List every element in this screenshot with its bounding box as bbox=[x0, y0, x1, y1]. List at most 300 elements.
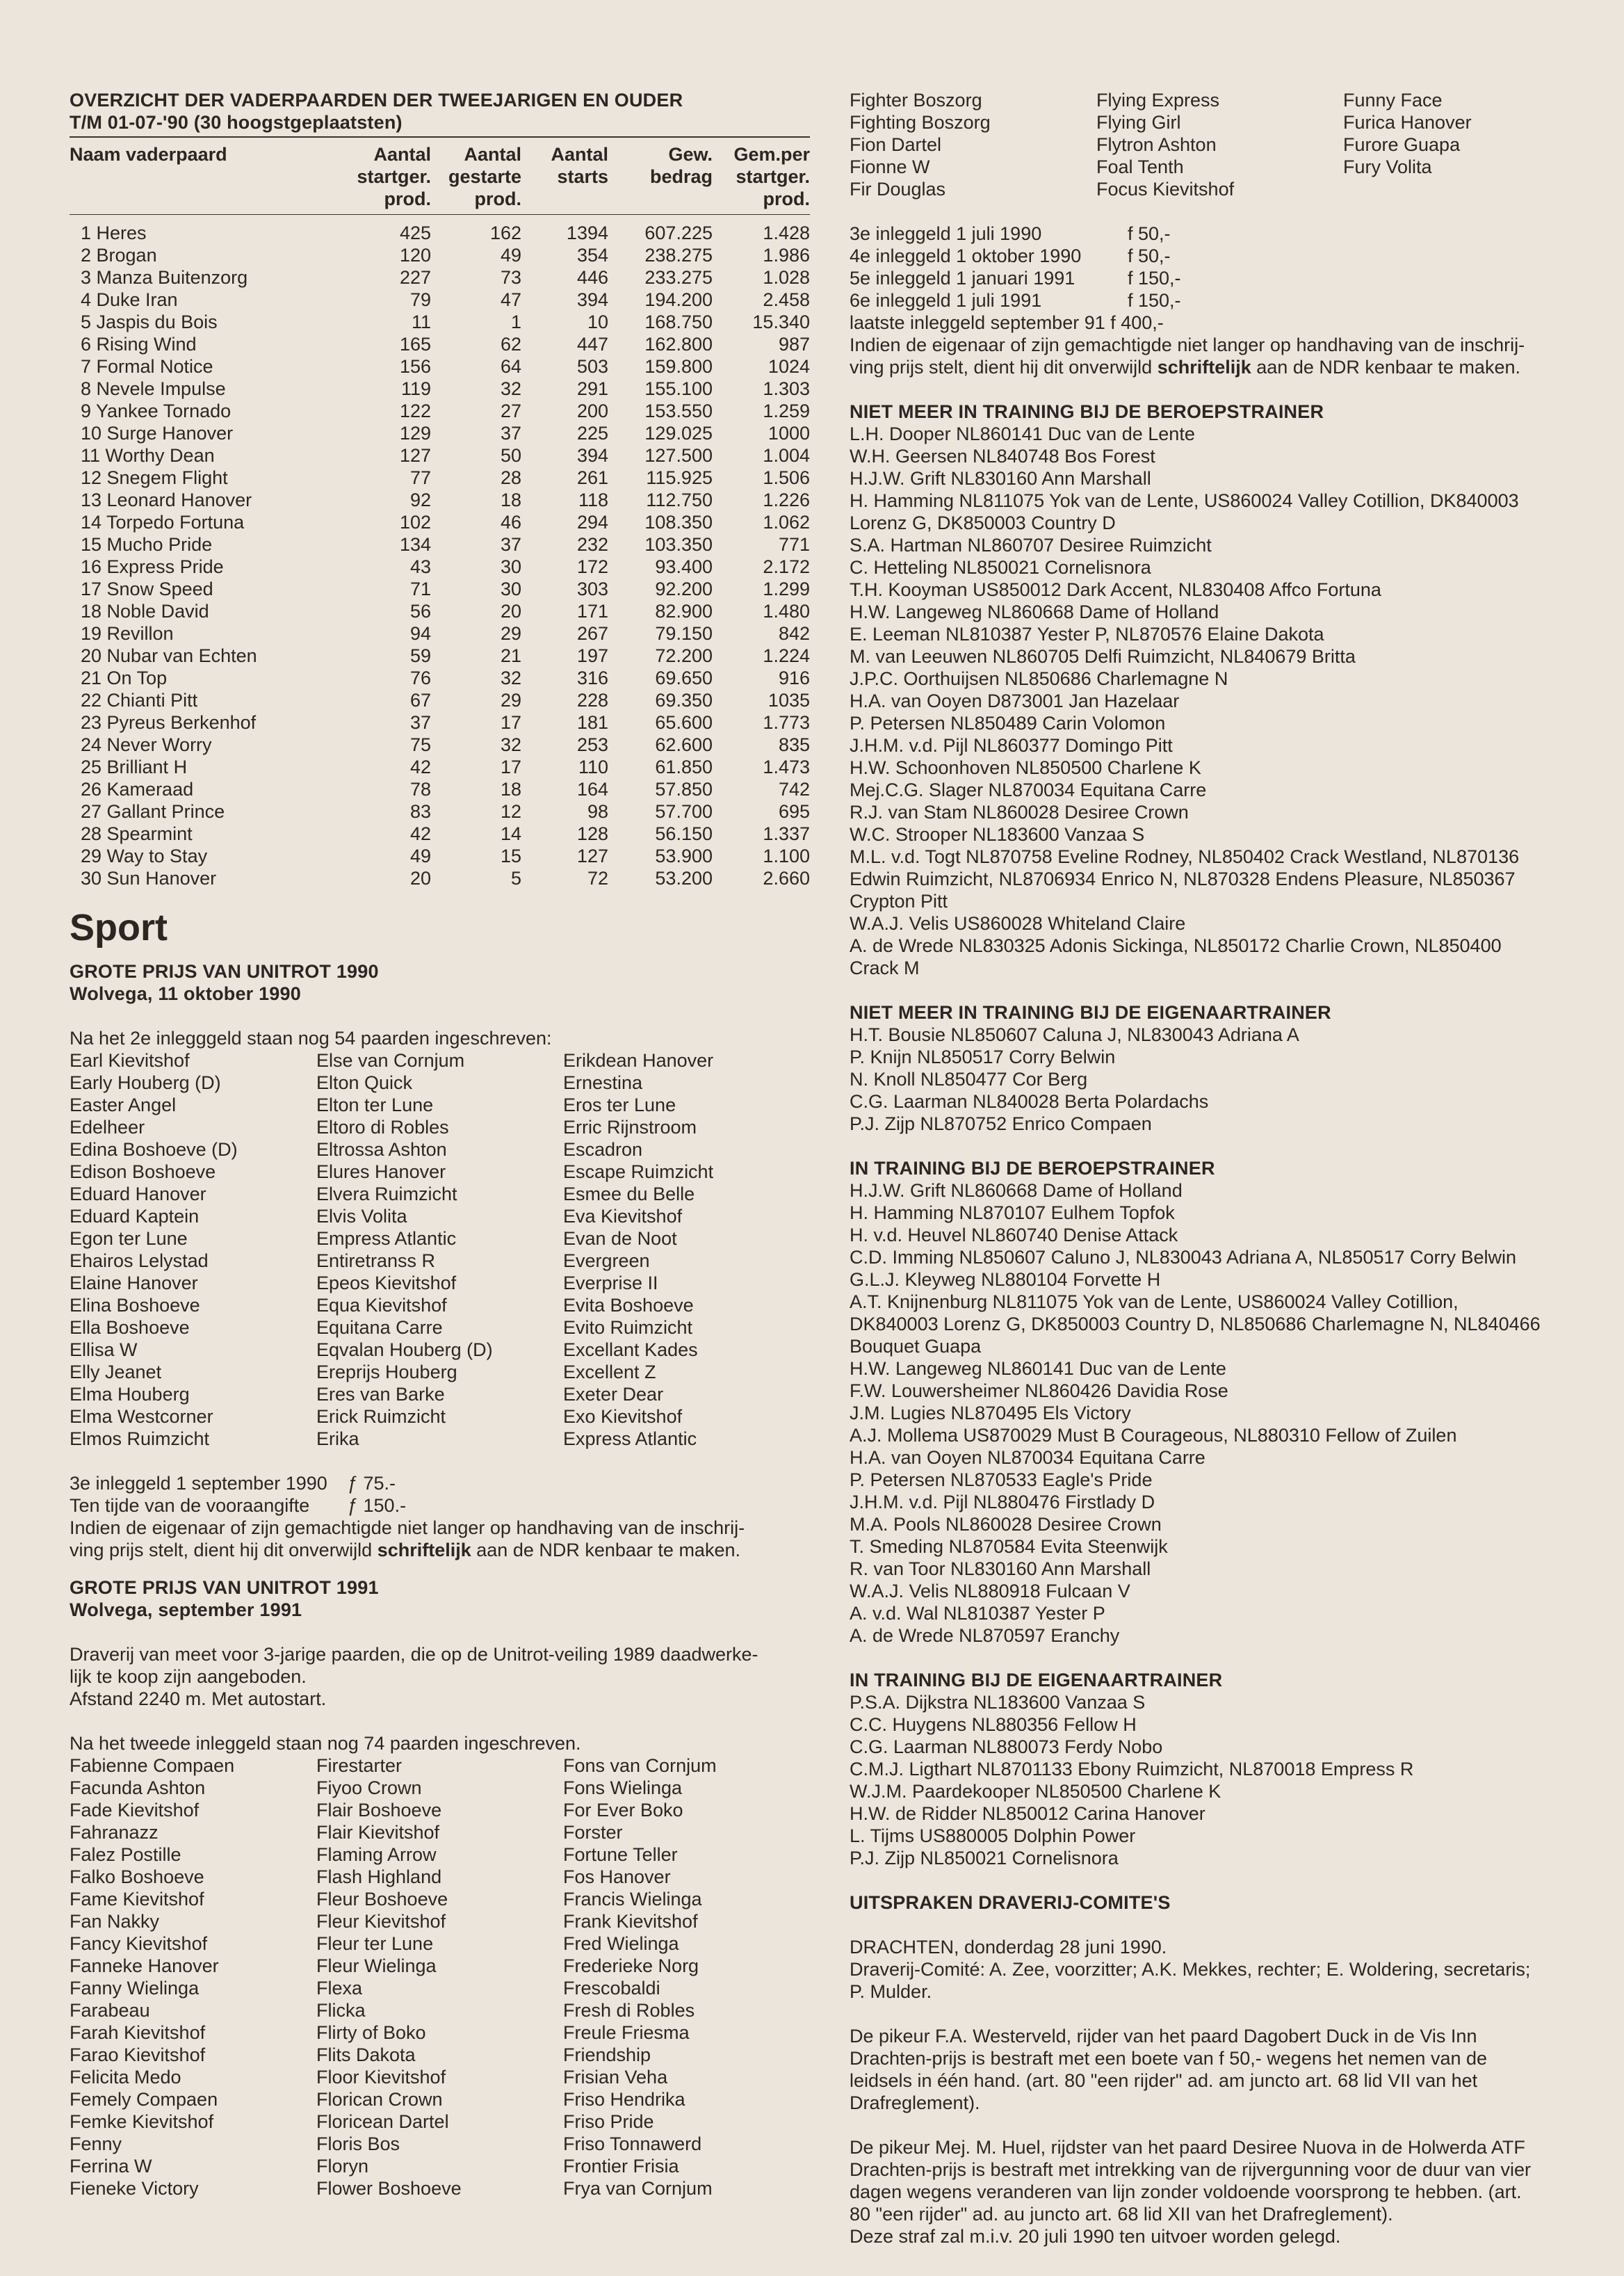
sire-name-cell: 28 Spearmint bbox=[81, 823, 193, 844]
overview-title-line2: T/M 01-07-'90 (30 hoogstgeplaatsten) bbox=[70, 112, 403, 133]
list-item: H.W. Langeweg NL860141 Duc van de Lente bbox=[850, 1358, 1226, 1379]
list-item: H. Hamming NL811075 Yok van de Lente, US860024 Valley Cotillion, DK840003 bbox=[850, 490, 1519, 511]
list-item: H.J.W. Grift NL860668 Dame of Holland bbox=[850, 1180, 1183, 1201]
list-item: Elton Quick bbox=[316, 1072, 413, 1093]
stat-cell: 57.700 bbox=[655, 801, 713, 822]
stat-cell: 225 bbox=[576, 423, 608, 444]
list-item: A. de Wrede NL830325 Adonis Sickinga, NL850172 Charlie Crown, NL850400 bbox=[850, 935, 1502, 956]
sire-name-cell: 20 Nubar van Echten bbox=[81, 645, 257, 666]
table-row bbox=[70, 355, 810, 378]
list-item: Elvis Volita bbox=[316, 1206, 407, 1227]
list-item: Lorenz G, DK850003 Country D bbox=[850, 512, 1116, 533]
list-item: Escadron bbox=[563, 1139, 643, 1160]
stat-cell: 253 bbox=[576, 734, 608, 755]
list-item: Fons van Cornjum bbox=[563, 1755, 717, 1776]
stat-cell: 37 bbox=[500, 423, 521, 444]
list-item: W.J.M. Paardekooper NL850500 Charlene K bbox=[850, 1781, 1221, 1802]
horse-list-column bbox=[70, 1754, 316, 2200]
list-item: Elures Hanover bbox=[316, 1161, 446, 1182]
list-item: Francis Wielinga bbox=[563, 1889, 702, 1910]
list-item: Frederieke Norg bbox=[563, 1955, 699, 1976]
stat-cell: 164 bbox=[576, 779, 608, 800]
stat-cell: 62 bbox=[500, 334, 521, 355]
list-item: A.T. Knijnenburg NL811075 Yok van de Lente, US860024 Valley Cotillion, bbox=[850, 1291, 1459, 1312]
stat-cell: 1000 bbox=[768, 423, 810, 444]
sire-name-cell: 5 Jaspis du Bois bbox=[81, 312, 218, 332]
list-item: C.M.J. Ligthart NL8701133 Ebony Ruimzicht, NL870018 Empress R bbox=[850, 1759, 1414, 1779]
table-row bbox=[70, 778, 810, 800]
list-item: Earl Kievitshof bbox=[70, 1050, 190, 1071]
stat-cell: 10 bbox=[587, 312, 608, 332]
list-item: Equitana Carre bbox=[316, 1317, 443, 1338]
sire-name-cell: 6 Rising Wind bbox=[81, 334, 197, 355]
fee-row bbox=[850, 267, 1590, 289]
stat-cell: 49 bbox=[409, 846, 431, 866]
table-row bbox=[70, 600, 810, 622]
sire-name-cell: 16 Express Pride bbox=[81, 556, 224, 577]
stat-cell: 987 bbox=[778, 334, 810, 355]
gp1990-title: GROTE PRIJS VAN UNITROT 1990 bbox=[70, 961, 379, 982]
list-item: Floricean Dartel bbox=[316, 2111, 449, 2132]
list-item: Floryn bbox=[316, 2156, 369, 2177]
list-item: Floris Bos bbox=[316, 2133, 400, 2154]
stat-cell: 5 bbox=[510, 868, 521, 889]
list-item: J.M. Lugies NL870495 Els Victory bbox=[850, 1403, 1131, 1423]
stat-cell: 1.773 bbox=[763, 712, 810, 733]
list-item: P.J. Zijp NL850021 Cornelisnora bbox=[850, 1848, 1119, 1869]
table-row bbox=[70, 622, 810, 645]
sire-name-cell: 21 On Top bbox=[81, 668, 168, 688]
stat-cell: 127 bbox=[399, 445, 431, 466]
list-item: Furica Hanover bbox=[1343, 112, 1472, 133]
list-item: Fiyoo Crown bbox=[316, 1777, 422, 1798]
list-item: Easter Angel bbox=[70, 1095, 177, 1115]
list-item: Crack M bbox=[850, 958, 920, 978]
stat-cell: 1.473 bbox=[763, 757, 810, 777]
gp1990-note-line2: ving prijs stelt, dient hij dit onverwijld schriftelijk aan de NDR kenbaar te maken. bbox=[70, 1540, 740, 1560]
sire-name-cell: 30 Sun Hanover bbox=[81, 868, 217, 889]
stat-cell: 303 bbox=[576, 579, 608, 599]
gp1991-horse-list bbox=[70, 1754, 810, 2200]
text-line: De pikeur F.A. Westerveld, rijder van het paard Dagobert Duck in de Vis Inn bbox=[850, 2026, 1477, 2047]
stat-cell: 47 bbox=[500, 289, 521, 310]
sire-name-cell: 2 Brogan bbox=[81, 245, 157, 266]
stat-cell: 1.986 bbox=[763, 245, 810, 266]
list-item: Floor Kievitshof bbox=[316, 2067, 446, 2088]
stat-cell: 155.100 bbox=[644, 378, 713, 399]
fee-value: f 50,- bbox=[1128, 245, 1171, 266]
list-item: Fleur Boshoeve bbox=[316, 1889, 448, 1910]
stat-cell: 115.925 bbox=[646, 467, 713, 488]
stat-cell: 1.299 bbox=[763, 579, 810, 599]
stat-cell: 228 bbox=[576, 690, 608, 711]
table-header-row bbox=[70, 143, 810, 210]
list-item: Eres van Barke bbox=[316, 1384, 445, 1405]
list-item: S.A. Hartman NL860707 Desiree Ruimzicht bbox=[850, 535, 1212, 556]
stat-cell: 1035 bbox=[768, 690, 810, 711]
table-row bbox=[70, 222, 810, 244]
stat-cell: 73 bbox=[500, 267, 521, 288]
list-item: Edison Boshoeve bbox=[70, 1161, 216, 1182]
list-item: Fresh di Robles bbox=[563, 2000, 695, 2021]
list-item: Fan Nakky bbox=[70, 1911, 160, 1932]
list-item: Flexa bbox=[316, 1978, 363, 1999]
stat-cell: 2.458 bbox=[763, 289, 810, 310]
list-item: Fighting Boszorg bbox=[850, 112, 991, 133]
list-item: Esmee du Belle bbox=[563, 1184, 695, 1204]
text-line: Drafreglement). bbox=[850, 2092, 980, 2113]
list-item: Flair Kievitshof bbox=[316, 1822, 440, 1843]
divider bbox=[70, 214, 810, 215]
fee-row bbox=[850, 223, 1590, 245]
list-item: Elaine Hanover bbox=[70, 1273, 198, 1293]
overview-title-line1: OVERZICHT DER VADERPAARDEN DER TWEEJARIGEN EN OUDER bbox=[70, 90, 683, 111]
list-item: Fieneke Victory bbox=[70, 2178, 199, 2199]
list-item: Excellant Kades bbox=[563, 1339, 698, 1360]
gp1991-intro: Na het tweede inleggeld staan nog 74 paarden ingeschreven. bbox=[70, 1733, 581, 1754]
list-item: Exo Kievitshof bbox=[563, 1406, 683, 1427]
list-item: Fancy Kievitshof bbox=[70, 1933, 208, 1954]
list-item: Erick Ruimzicht bbox=[316, 1406, 446, 1427]
stat-cell: 29 bbox=[500, 623, 521, 644]
horse-list-column bbox=[316, 1049, 563, 1450]
stat-cell: 102 bbox=[399, 512, 431, 533]
list-item: H.W. Schoonhoven NL850500 Charlene K bbox=[850, 757, 1201, 778]
stat-cell: 92 bbox=[409, 490, 431, 510]
fee-row bbox=[850, 289, 1590, 312]
list-item: H.J.W. Grift NL830160 Ann Marshall bbox=[850, 468, 1151, 489]
stat-cell: 29 bbox=[500, 690, 521, 711]
list-item: Bouquet Guapa bbox=[850, 1336, 982, 1357]
gp1990-intro: Na het 2e inlegggeld staan nog 54 paarden ingeschreven: bbox=[70, 1028, 552, 1049]
gp1990-note-line1: Indien de eigenaar of zijn gemachtigde niet langer op handhaving van de inschrij- bbox=[70, 1517, 745, 1538]
list-item: Everprise II bbox=[563, 1273, 658, 1293]
stat-cell: 20 bbox=[500, 601, 521, 622]
stat-cell: 53.200 bbox=[655, 868, 713, 889]
list-item: Escape Ruimzicht bbox=[563, 1161, 714, 1182]
list-item: Friso Tonnawerd bbox=[563, 2133, 702, 2154]
stat-cell: 93.400 bbox=[655, 556, 713, 577]
table-row bbox=[70, 511, 810, 533]
list-item: Foal Tenth bbox=[1096, 156, 1184, 177]
stat-cell: 77 bbox=[409, 467, 431, 488]
ruling-paragraph bbox=[850, 2136, 1590, 2247]
stat-cell: 94 bbox=[409, 623, 431, 644]
stat-cell: 56.150 bbox=[655, 823, 713, 844]
list-item: Elvera Ruimzicht bbox=[316, 1184, 457, 1204]
stat-cell: 607.225 bbox=[644, 223, 713, 243]
stat-cell: 32 bbox=[500, 734, 521, 755]
col-header-bedrag: Gew. bedrag bbox=[649, 144, 713, 187]
table-row bbox=[70, 578, 810, 600]
stat-cell: 200 bbox=[576, 401, 608, 421]
gp1991-note-line2: ving prijs stelt, dient hij dit onverwijld schriftelijk aan de NDR kenbaar te maken. bbox=[850, 357, 1520, 378]
list-item: P. Knijn NL850517 Corry Belwin bbox=[850, 1047, 1116, 1067]
left-column bbox=[70, 89, 810, 2200]
horse-list-column bbox=[850, 89, 1096, 200]
table-row bbox=[70, 489, 810, 511]
list-item: Flytron Ashton bbox=[1096, 134, 1217, 155]
stat-cell: 110 bbox=[578, 757, 608, 777]
sire-name-cell: 12 Snegem Flight bbox=[81, 467, 228, 488]
col-header-gemiddeld: Gem.per startger. prod. bbox=[733, 144, 810, 209]
list-item: E. Leeman NL810387 Yester P, NL870576 Elaine Dakota bbox=[850, 624, 1324, 645]
stat-cell: 92.200 bbox=[655, 579, 713, 599]
sire-name-cell: 17 Snow Speed bbox=[81, 579, 213, 599]
list-item: Flower Boshoeve bbox=[316, 2178, 462, 2199]
stat-cell: 18 bbox=[500, 779, 521, 800]
list-item: Felicita Medo bbox=[70, 2067, 181, 2088]
sire-name-cell: 26 Kameraad bbox=[81, 779, 194, 800]
stat-cell: 181 bbox=[576, 712, 608, 733]
list-item: J.P.C. Oorthuijsen NL850686 Charlemagne N bbox=[850, 668, 1228, 689]
table-row bbox=[70, 533, 810, 556]
list-item: W.A.J. Velis US860028 Whiteland Claire bbox=[850, 913, 1186, 934]
list-item: Frescobaldi bbox=[563, 1978, 660, 1999]
list-item: Excellent Z bbox=[563, 1362, 656, 1382]
gp1991-fee-list bbox=[850, 223, 1590, 312]
stat-cell: 49 bbox=[500, 245, 521, 266]
horse-list-column bbox=[316, 1754, 563, 2200]
stat-cell: 197 bbox=[576, 645, 608, 666]
stat-cell: 118 bbox=[578, 490, 608, 510]
stat-cell: 134 bbox=[399, 534, 431, 555]
list-item: H.W. Langeweg NL860668 Dame of Holland bbox=[850, 602, 1219, 622]
table-row bbox=[70, 333, 810, 355]
stat-cell: 129.025 bbox=[644, 423, 713, 444]
list-item: Eduard Hanover bbox=[70, 1184, 206, 1204]
table-row bbox=[70, 645, 810, 667]
list-item: Flits Dakota bbox=[316, 2044, 416, 2065]
stat-cell: 1.004 bbox=[763, 445, 810, 466]
list-item: Frank Kievitshof bbox=[563, 1911, 698, 1932]
list-item: Frontier Frisia bbox=[563, 2156, 679, 2177]
text-line: 80 "een rijder" ad. au juncto art. 68 lid XII van het Drafreglement). bbox=[850, 2204, 1393, 2225]
list-item: A.J. Mollema US870029 Must B Courageous, NL880310 Fellow of Zuilen bbox=[850, 1425, 1457, 1446]
gp1991-subtitle: Wolvega, september 1991 bbox=[70, 1599, 302, 1620]
table-row bbox=[70, 378, 810, 400]
stat-cell: 127.500 bbox=[644, 445, 713, 466]
stat-cell: 1.028 bbox=[763, 267, 810, 288]
stat-cell: 56 bbox=[409, 601, 431, 622]
list-item: W.H. Geersen NL840748 Bos Forest bbox=[850, 446, 1155, 467]
list-item: J.H.M. v.d. Pijl NL860377 Domingo Pitt bbox=[850, 735, 1173, 756]
list-item: Erikdean Hanover bbox=[563, 1050, 714, 1071]
text-line: De pikeur Mej. M. Huel, rijdster van het paard Desiree Nuova in de Holwerda ATF bbox=[850, 2137, 1525, 2158]
stat-cell: 425 bbox=[399, 223, 431, 243]
stat-cell: 835 bbox=[778, 734, 810, 755]
section-title-sport: Sport bbox=[70, 907, 168, 949]
list-item: T. Smeding NL870584 Evita Steenwijk bbox=[850, 1536, 1168, 1557]
table-row bbox=[70, 422, 810, 444]
list-item: Florican Crown bbox=[316, 2089, 443, 2110]
horse-list-column bbox=[70, 1049, 316, 1450]
horse-list-column bbox=[563, 1754, 810, 2200]
stat-cell: 120 bbox=[399, 245, 431, 266]
table-row bbox=[70, 244, 810, 266]
sire-name-cell: 8 Nevele Impulse bbox=[81, 378, 226, 399]
stat-cell: 695 bbox=[778, 801, 810, 822]
table-row bbox=[70, 289, 810, 311]
section-heading: IN TRAINING BIJ DE BEROEPSTRAINER bbox=[850, 1158, 1215, 1179]
list-item: Evito Ruimzicht bbox=[563, 1317, 693, 1338]
list-item: H.W. de Ridder NL850012 Carina Hanover bbox=[850, 1803, 1205, 1824]
stat-cell: 42 bbox=[409, 823, 431, 844]
stat-cell: 771 bbox=[778, 534, 810, 555]
list-item: Fionne W bbox=[850, 156, 930, 177]
stat-cell: 12 bbox=[500, 801, 521, 822]
list-item: Empress Atlantic bbox=[316, 1228, 457, 1249]
list-item: Eduard Kaptein bbox=[70, 1206, 200, 1227]
stat-cell: 59 bbox=[409, 645, 431, 666]
list-item: Crypton Pitt bbox=[850, 891, 948, 912]
table-row bbox=[70, 444, 810, 467]
list-item: Fade Kievitshof bbox=[70, 1800, 200, 1821]
gp1990-fee-row bbox=[70, 1472, 810, 1494]
divider bbox=[70, 136, 810, 138]
stat-cell: 267 bbox=[576, 623, 608, 644]
list-item: L. Tijms US880005 Dolphin Power bbox=[850, 1825, 1136, 1846]
text-line: Deze straf zal m.i.v. 20 juli 1990 ten uitvoer worden gelegd. bbox=[850, 2226, 1341, 2247]
list-item: P.J. Zijp NL870752 Enrico Compaen bbox=[850, 1113, 1152, 1134]
list-item: Friso Hendrika bbox=[563, 2089, 685, 2110]
list-item: Mej.C.G. Slager NL870034 Equitana Carre bbox=[850, 780, 1207, 800]
list-item: Fahranazz bbox=[70, 1822, 159, 1843]
sire-stats-table bbox=[70, 143, 810, 889]
list-item: H. Hamming NL870107 Eulhem Topfok bbox=[850, 1202, 1175, 1223]
list-item: Fons Wielinga bbox=[563, 1777, 683, 1798]
table-row bbox=[70, 845, 810, 867]
sire-name-cell: 3 Manza Buitenzorg bbox=[81, 267, 248, 288]
col-header-startger: Aantal startger. prod. bbox=[357, 144, 431, 209]
fee-row bbox=[850, 245, 1590, 267]
stat-cell: 119 bbox=[400, 378, 431, 399]
stat-cell: 27 bbox=[500, 401, 521, 421]
stat-cell: 98 bbox=[587, 801, 608, 822]
list-item: Fion Dartel bbox=[850, 134, 942, 155]
fee-label: 3e inleggeld 1 september 1990 bbox=[70, 1473, 327, 1494]
stat-cell: 76 bbox=[409, 668, 431, 688]
list-item: Fortune Teller bbox=[563, 1844, 678, 1865]
table-row bbox=[70, 867, 810, 889]
col-header-name: Naam vaderpaard bbox=[70, 144, 227, 165]
stat-cell: 171 bbox=[576, 601, 608, 622]
list-item: P. Petersen NL850489 Carin Volomon bbox=[850, 713, 1166, 734]
table-row bbox=[70, 689, 810, 711]
list-item: Freule Friesma bbox=[563, 2022, 690, 2043]
list-item: Evergreen bbox=[563, 1250, 650, 1271]
stat-cell: 65.600 bbox=[655, 712, 713, 733]
fee-label: 3e inleggeld 1 juli 1990 bbox=[850, 223, 1042, 244]
list-item: Flying Express bbox=[1096, 90, 1220, 111]
stat-cell: 1.337 bbox=[763, 823, 810, 844]
stat-cell: 172 bbox=[576, 556, 608, 577]
list-item: Falez Postille bbox=[70, 1844, 181, 1865]
list-item: For Ever Boko bbox=[563, 1800, 683, 1821]
stat-cell: 354 bbox=[576, 245, 608, 266]
stat-cell: 69.650 bbox=[655, 668, 713, 688]
stat-cell: 446 bbox=[576, 267, 608, 288]
sire-name-cell: 19 Revillon bbox=[81, 623, 174, 644]
sire-name-cell: 23 Pyreus Berkenhof bbox=[81, 712, 257, 733]
stat-cell: 238.275 bbox=[644, 245, 713, 266]
table-row bbox=[70, 734, 810, 756]
stat-cell: 165 bbox=[399, 334, 431, 355]
list-item: Exeter Dear bbox=[563, 1384, 664, 1405]
list-item: Farabeau bbox=[70, 2000, 150, 2021]
list-item: Firestarter bbox=[316, 1755, 403, 1776]
horse-list-column bbox=[1096, 89, 1343, 200]
stat-cell: 72 bbox=[587, 868, 608, 889]
stat-cell: 394 bbox=[576, 445, 608, 466]
table-row bbox=[70, 800, 810, 823]
list-item: Else van Cornjum bbox=[316, 1050, 465, 1071]
list-item: M. van Leeuwen NL860705 Delfi Ruimzicht, NL840679 Britta bbox=[850, 646, 1356, 667]
stat-cell: 75 bbox=[409, 734, 431, 755]
list-item: Elma Houberg bbox=[70, 1384, 190, 1405]
stat-cell: 83 bbox=[409, 801, 431, 822]
list-item: A. v.d. Wal NL810387 Yester P bbox=[850, 1603, 1105, 1624]
stat-cell: 37 bbox=[500, 534, 521, 555]
table-row bbox=[70, 400, 810, 422]
list-item: Flaming Arrow bbox=[316, 1844, 437, 1865]
table-row bbox=[70, 711, 810, 734]
sire-name-cell: 29 Way to Stay bbox=[81, 846, 208, 866]
stat-cell: 129 bbox=[399, 423, 431, 444]
list-item: Elton ter Lune bbox=[316, 1095, 434, 1115]
list-item: Ferrina W bbox=[70, 2156, 152, 2177]
list-item: J.H.M. v.d. Pijl NL880476 Firstlady D bbox=[850, 1492, 1155, 1512]
list-item: Fleur Kievitshof bbox=[316, 1911, 446, 1932]
text-line: DRACHTEN, donderdag 28 juni 1990. bbox=[850, 1937, 1167, 1958]
list-item: Egon ter Lune bbox=[70, 1228, 188, 1249]
list-item: Fighter Boszorg bbox=[850, 90, 982, 111]
list-item: H.A. van Ooyen D873001 Jan Hazelaar bbox=[850, 691, 1180, 711]
table-row bbox=[70, 311, 810, 333]
stat-cell: 916 bbox=[778, 668, 810, 688]
stat-cell: 32 bbox=[500, 668, 521, 688]
stat-cell: 742 bbox=[778, 779, 810, 800]
list-item: Flirty of Boko bbox=[316, 2022, 426, 2043]
stat-cell: 46 bbox=[500, 512, 521, 533]
text-line: leidsels in één hand. (art. 80 "een rijder" ad. am juncto art. 68 lid VII van het bbox=[850, 2070, 1478, 2091]
fee-label: Ten tijde van de vooraangifte bbox=[70, 1495, 310, 1516]
list-item: Ereprijs Houberg bbox=[316, 1362, 457, 1382]
stat-cell: 156 bbox=[399, 356, 431, 377]
stat-cell: 108.350 bbox=[644, 512, 713, 533]
list-item: Elmos Ruimzicht bbox=[70, 1428, 210, 1449]
list-item: Fleur Wielinga bbox=[316, 1955, 437, 1976]
stat-cell: 69.350 bbox=[655, 690, 713, 711]
stat-cell: 112.750 bbox=[646, 490, 713, 510]
gp1990-horse-list bbox=[70, 1049, 810, 1450]
col-header-gestarte: Aantal gestarte prod. bbox=[448, 144, 521, 209]
list-item: Fanny Wielinga bbox=[70, 1978, 200, 1999]
stat-cell: 168.750 bbox=[644, 312, 713, 332]
stat-cell: 62.600 bbox=[655, 734, 713, 755]
list-item: Friendship bbox=[563, 2044, 651, 2065]
stat-cell: 261 bbox=[576, 467, 608, 488]
list-item: H.T. Bousie NL850607 Caluna J, NL830043 Adriana A bbox=[850, 1024, 1299, 1045]
sire-name-cell: 7 Formal Notice bbox=[81, 356, 213, 377]
list-item: C.D. Imming NL850607 Caluno J, NL830043 Adriana A, NL850517 Corry Belwin bbox=[850, 1247, 1517, 1268]
stat-cell: 394 bbox=[576, 289, 608, 310]
list-item: Express Atlantic bbox=[563, 1428, 697, 1449]
list-item: W.A.J. Velis NL880918 Fulcaan V bbox=[850, 1581, 1130, 1601]
list-item: Falko Boshoeve bbox=[70, 1866, 204, 1887]
stat-cell: 21 bbox=[500, 645, 521, 666]
list-item: G.L.J. Kleyweg NL880104 Forvette H bbox=[850, 1269, 1161, 1290]
